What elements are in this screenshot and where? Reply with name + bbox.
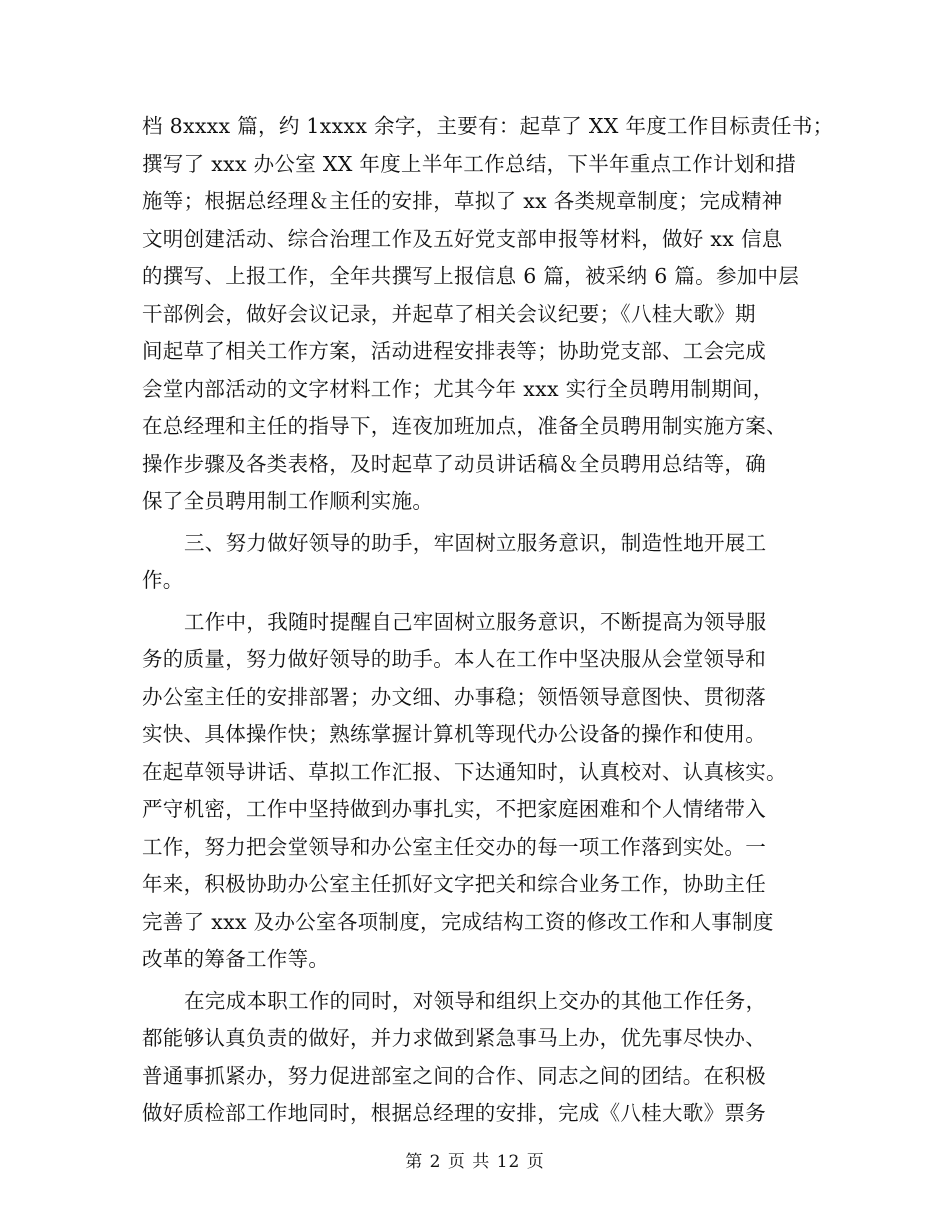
text-line: 会堂内部活动的文字材料工作；尤其今年 xxx 实行全员聘用制期间， [142,376,774,401]
paragraph-p1 [142,108,834,521]
text-line: 实快、具体操作快；熟练掌握计算机等现代办公设备的操作和使用。 [142,722,766,746]
text-line: 文明创建活动、综合治理工作及五好党支部申报等材料，做好 xx 信息 [142,226,783,251]
text-line: 保了全员聘用制工作顺利实施。 [142,489,434,513]
text-line: 干部例会，做好会议记录，并起草了相关会议纪要；《八桂大歌》期 [142,301,756,326]
text-line: 间起草了相关工作方案，活动进程安排表等；协助党支部、工会完成 [142,339,766,363]
paragraph-p3 [142,604,810,979]
text-line: 改革的筹备工作等。 [142,947,330,971]
text-line: 严守机密，工作中坚持做到办事扎实，不把家庭困难和个人情绪带入 [142,797,766,821]
page-footer: 第 2 页 共 12 页 [405,1152,545,1172]
text-line: 档 8xxxx 篇，约 1xxxx 余字，主要有：起草了 XX 年度工作目标责任书； [142,114,834,138]
text-line: 完善了 xxx 及办公室各项制度，完成结构工资的修改工作和人事制度 [142,909,774,934]
text-line: 在完成本职工作的同时，对领导和组织上交办的其他工作任务， [184,988,767,1013]
text-line: 的撰写、上报工作，全年共撰写上报信息 6 篇，被采纳 6 篇。参加中层 [142,264,800,288]
text-line: 做好质检部工作地同时，根据总经理的安排，完成《八桂大歌》票务 [142,1101,766,1125]
text-line: 施等；根据总经理＆主任的安排，草拟了 xx 各类规章制度；完成精神 [142,189,783,213]
text-line: 三、努力做好领导的助手，牢固树立服务意识，制造性地开展工 [184,530,767,555]
text-line: 年来，积极协助办公室主任抓好文字把关和综合业务工作，协助主任 [142,872,766,896]
paragraph-p4 [142,983,810,1133]
text-line: 办公室主任的安排部署；办文细、办事稳；领悟领导意图快、贯彻落 [142,684,766,709]
text-line: 普通事抓紧办，努力促进部室之间的合作、同志之间的团结。在积极 [142,1063,766,1088]
text-line: 在起草领导讲话、草拟工作汇报、下达通知时，认真校对、认真核实。 [142,759,787,784]
document-body [142,108,834,1133]
paragraph-p2 [142,525,810,600]
text-line: 务的质量，努力做好领导的助手。本人在工作中坚决服从会堂领导和 [142,647,766,671]
text-line: 都能够认真负责的做好，并力求做到紧急事马上办，优先事尽快办、 [142,1026,766,1050]
text-line: 操作步骤及各类表格，及时起草了动员讲话稿＆全员聘用总结等，确 [142,451,766,476]
text-line: 作。 [142,568,184,592]
text-line: 在总经理和主任的指导下，连夜加班加点，准备全员聘用制实施方案、 [142,414,787,438]
text-line: 撰写了 xxx 办公室 XX 年度上半年工作总结，下半年重点工作计划和措 [142,151,797,176]
text-line: 工作，努力把会堂领导和办公室主任交办的每一项工作落到实处。一 [142,834,766,859]
text-line: 工作中，我随时提醒自己牢固树立服务意识，不断提高为领导服 [184,609,767,634]
